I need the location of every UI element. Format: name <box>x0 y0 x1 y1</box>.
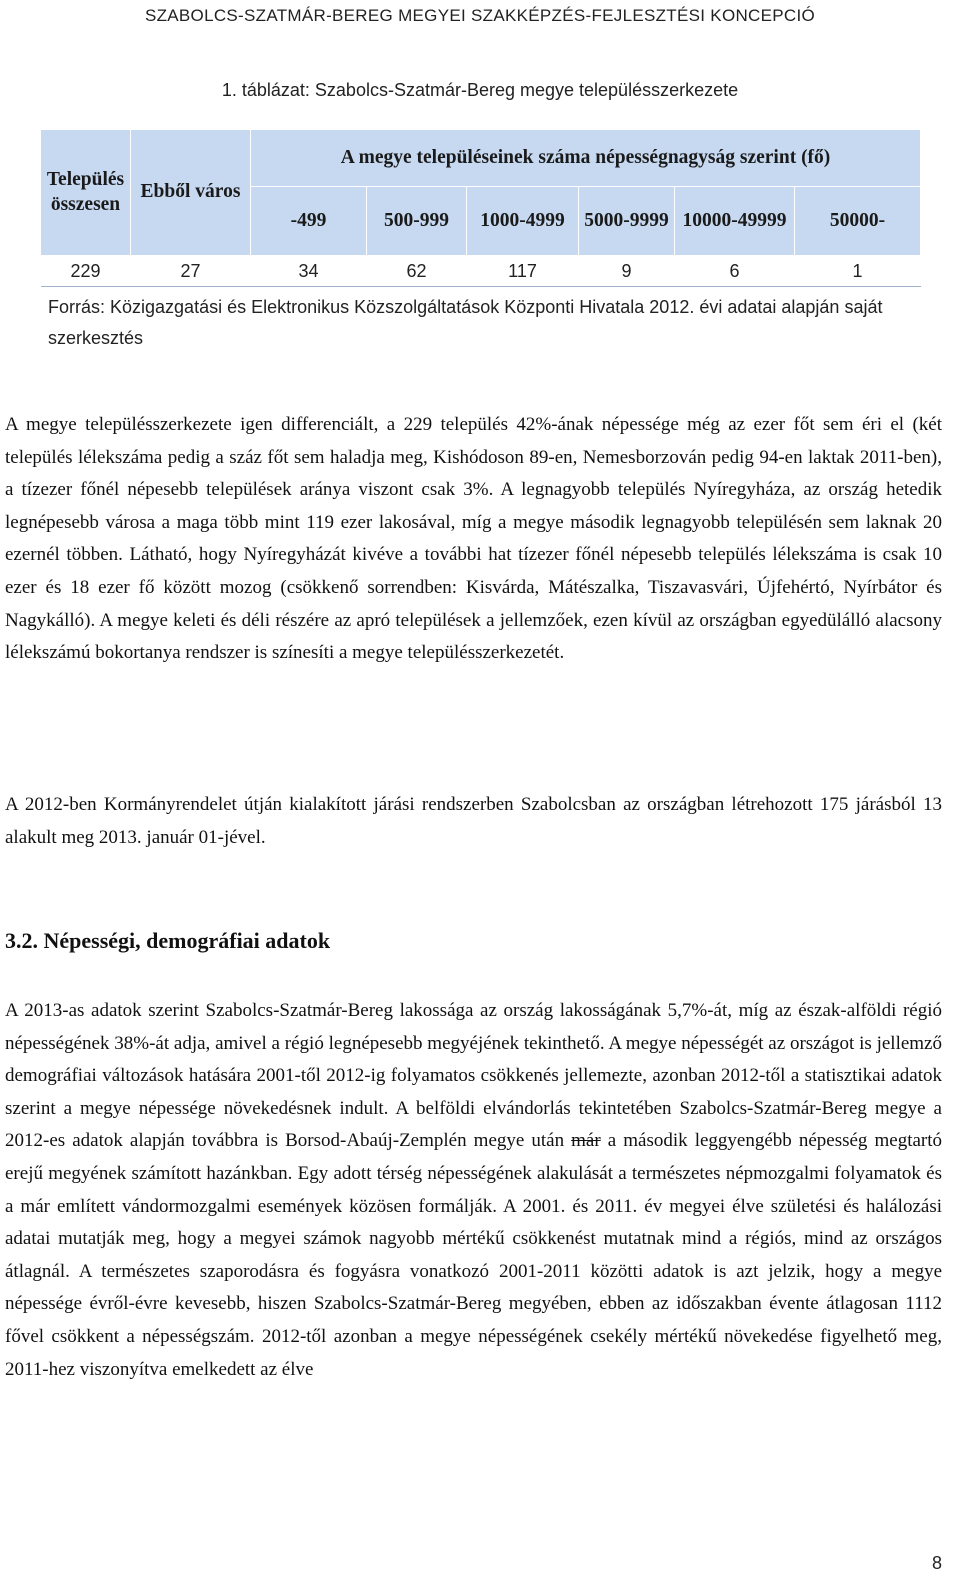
header-band: -499 <box>251 187 367 256</box>
table-cell: 27 <box>131 256 251 287</box>
header-band: 10000-49999 <box>675 187 795 256</box>
paragraph-text: a második leggyengébb népesség megtartó erejű megyének számított hazánkban. Egy adott térség népességének alakulását a természetes népmozgalmi folyamatok és a már említett vándormozgalmi események közösen formálják. A 2001. és 2011. év megyei élve születési és halálozási adatai mutatják meg, hogy a megyei számok nagyobb mértékű csökkenést mutatnak mind a régiós, mind az országos átlagnál. A természetes szaporodásra és fogyásra vonatkozó 2001-2011 közötti adatok is azt jelzik, hogy a megye népessége évről-évre kevesebb, hiszen Szabolcs-Szatmár-Bereg megyében, ebben az időszakban évente átlagosan 1112 fővel csökkent a népességszám. 2012-től azonban a megye népességének csekély mértékű növekedése figyelhető meg, 2011-hez viszonyítva emelkedett az élve <box>5 1130 943 1380</box>
struck-word: már <box>571 1130 601 1152</box>
header-band: 500-999 <box>367 187 467 256</box>
paragraph-text: A 2013-as adatok szerint Szabolcs-Szatmár-Bereg lakossága az ország lakosságának 5,7%-át, míg az észak-alföldi régió népességének 38%-át adja, amivel a régió legnépesebb megyéjének tekinthető. A megye népességét az országot is jellemző demográfiai változások hatására 2001-től 2012-ig folyamatos csökkenés jellemezte, azonban 2012-től a statisztikai adatok szerint a megye népessége növekedésnek indult. A belföldi elvándorlás tekintetében Szabolcs-Szatmár-Bereg megye a 2012-es adatok alapján továbbra is Borsod-Abaúj-Zemplén megye után <box>5 1000 942 1152</box>
header-total-settlements: Település összesen <box>41 130 131 256</box>
table-cell: 1 <box>795 256 921 287</box>
table-cell: 229 <box>41 256 131 287</box>
header-band: 50000- <box>795 187 921 256</box>
header-band: 1000-4999 <box>467 187 579 256</box>
table-row <box>41 256 921 287</box>
paragraph-district-system: A 2012-ben Kormányrendelet útján kialakított járási rendszerben Szabolcsban az országban létrehozott 175 járásból 13 alakult meg 2013. január 01-jével. <box>5 794 942 848</box>
settlement-structure-table <box>40 129 921 287</box>
table-cell: 62 <box>367 256 467 287</box>
table-cell: 6 <box>675 256 795 287</box>
paragraph-settlement-structure: A megye településszerkezete igen differenciált, a 229 település 42%-ának népessége még az ezer főt sem éri el (két település lélekszáma pedig a száz főt sem haladja meg, Kishódoson 89-en, Nemesborzován pedig 94-en laktak 2011-ben), a tízezer főnél népesebb települések aránya viszont csak 3%. A legnagyobb település Nyíregyháza, az ország hetedik legnépesebb városa a maga több mint 119 ezer lakosával, míg a megye második legnagyobb településén sem laknak 20 ezernél többen. Látható, hogy Nyíregyházát kivéve a további hat tízezer főnél népesebb település lélekszáma is csak 10 ezer és 18 ezer fő között mozog (csökkenő sorrendben: Kisvárda, Mátészalka, Tiszavasvári, Újfehértó, Nyírbátor és Nagykálló). A megye keleti és déli részére az apró települések a jellemzőek, ezen kívül az országban egyedülálló alacsony lélekszámú bokortanya rendszer is színesíti a megye településszerkezetét. <box>5 414 942 664</box>
section-heading: 3.2. Népességi, demográfiai adatok <box>5 928 331 953</box>
header-cities: Ebből város <box>131 130 251 256</box>
table-source-note: Forrás: Közigazgatási és Elektronikus Közszolgáltatások Központi Hivatala 2012. évi adatai alapján saját szerkesztés <box>48 297 883 348</box>
header-population-groups: A megye településeinek száma népességnagyság szerint (fő) <box>251 130 921 187</box>
table-cell: 117 <box>467 256 579 287</box>
page-number: 8 <box>931 1553 942 1573</box>
table-caption: 1. táblázat: Szabolcs-Szatmár-Bereg megye településszerkezete <box>221 80 739 100</box>
table-cell: 9 <box>579 256 675 287</box>
paragraph-demographics <box>5 995 942 1386</box>
header-band: 5000-9999 <box>579 187 675 256</box>
running-header: SZABOLCS-SZATMÁR-BEREG MEGYEI SZAKKÉPZÉS-FEJLESZTÉSI KONCEPCIÓ <box>144 6 816 25</box>
table-cell: 34 <box>251 256 367 287</box>
